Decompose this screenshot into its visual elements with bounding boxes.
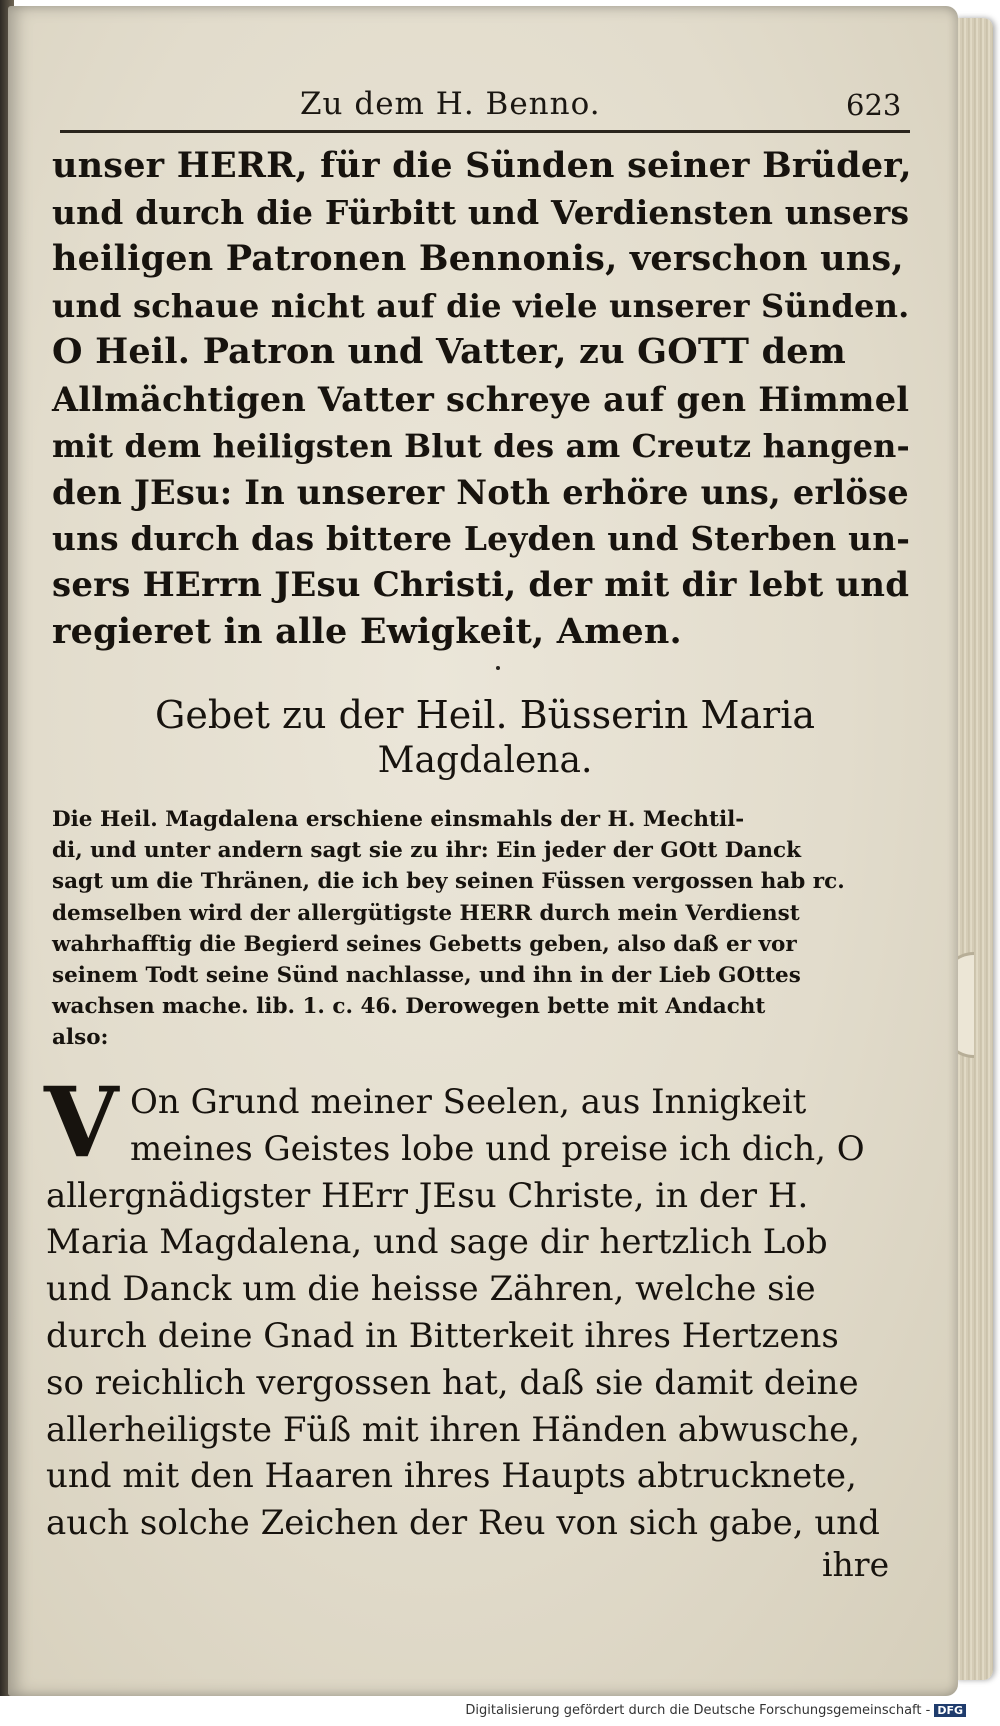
header-rule (60, 130, 910, 133)
note-line: wahrhafftig die Begierd seines Gebetts geben, also daß er vor (52, 931, 797, 957)
text-line: unser HERR, für die Sünden seiner Brüder, (52, 145, 912, 186)
text-line: allerheiligste Füß mit ihren Händen abwusche, (46, 1409, 861, 1450)
note-line: di, und unter andern sagt sie zu ihr: Ein jeder der GOtt Danck (52, 838, 801, 864)
dfg-logo: DFG (934, 1704, 966, 1717)
text-line: regieret in alle Ewigkeit, Amen. (52, 610, 682, 652)
section-heading-line-2: Magdalena. (377, 740, 593, 781)
note-line: seinem Todt seine Sünd nachlasse, und ihn in der Lieb GOttes (52, 963, 801, 989)
text-line: auch solche Zeichen der Reu von sich gabe, und (46, 1503, 880, 1544)
prayer-body (46, 1079, 918, 1547)
note-line: Die Heil. Magdalena erschiene einsmahls der H. Mechtil- (52, 807, 745, 832)
text-line: und mit den Haaren ihres Haupts abtrucknete, (46, 1456, 857, 1497)
text-line: O Heil. Patron und Vatter, zu GOTT dem (52, 331, 846, 373)
text-line: meines Geistes lobe und preise ich dich, O (130, 1128, 865, 1169)
text-line: und Danck um die heisse Zähren, welche sie (46, 1269, 816, 1310)
text-line: mit dem heiligsten Blut des am Creutz hangen- (52, 426, 910, 465)
text-line: Allmächtigen Vatter schreye auf gen Himmel (52, 378, 910, 419)
text-line: durch deine Gnad in Bitterkeit ihres Hertzens (46, 1315, 839, 1356)
ornament-dot (496, 666, 500, 670)
funding-footer (465, 1703, 966, 1718)
note-line: also: (52, 1025, 109, 1051)
text-line: heiligen Patronen Bennonis, verschon uns, (52, 238, 904, 280)
page-header (60, 86, 910, 136)
text-line: und schaue nicht auf die viele unserer Sünden. (52, 286, 910, 325)
text-line: so reichlich vergossen hat, daß sie damit deine (46, 1362, 859, 1403)
text-line: sers HErrn JEsu Christi, der mit dir lebt und (52, 565, 910, 606)
running-title: Zu dem H. Benno. (300, 86, 601, 122)
section-heading-line-1: Gebet zu der Heil. Büsserin Maria (154, 693, 816, 737)
funding-note: Digitalisierung gefördert durch die Deutsche Forschungsgemeinschaft - (465, 1703, 931, 1718)
page-number: 623 (846, 88, 902, 122)
section-heading (60, 692, 910, 784)
text-line: uns durch das bittere Leyden und Sterben un- (52, 518, 911, 558)
note-line: wachsen mache. lib. 1. c. 46. Derowegen bette mit Andacht (52, 994, 766, 1020)
prayer-continuation (52, 143, 918, 656)
drop-cap: V (44, 1066, 119, 1179)
text-line: und durch die Fürbitt und Verdiensten unsers (52, 192, 910, 232)
page-edges (955, 18, 993, 1680)
note-line: demselben wird der allergütigste HERR durch mein Verdienst (52, 900, 800, 926)
note-line: sagt um die Thränen, die ich bey seinen Füssen vergossen hab rc. (52, 869, 845, 895)
catchword: ihre (822, 1545, 890, 1584)
text-line: Maria Magdalena, und sage dir hertzlich Lob (46, 1222, 828, 1263)
introductory-note (52, 804, 918, 1054)
text-line: den JEsu: In unserer Noth erhöre uns, erlöse (52, 472, 909, 513)
text-line: On Grund meiner Seelen, aus Innigkeit (130, 1082, 807, 1122)
text-line: allergnädigster HErr JEsu Christe, in der H. (46, 1175, 809, 1216)
